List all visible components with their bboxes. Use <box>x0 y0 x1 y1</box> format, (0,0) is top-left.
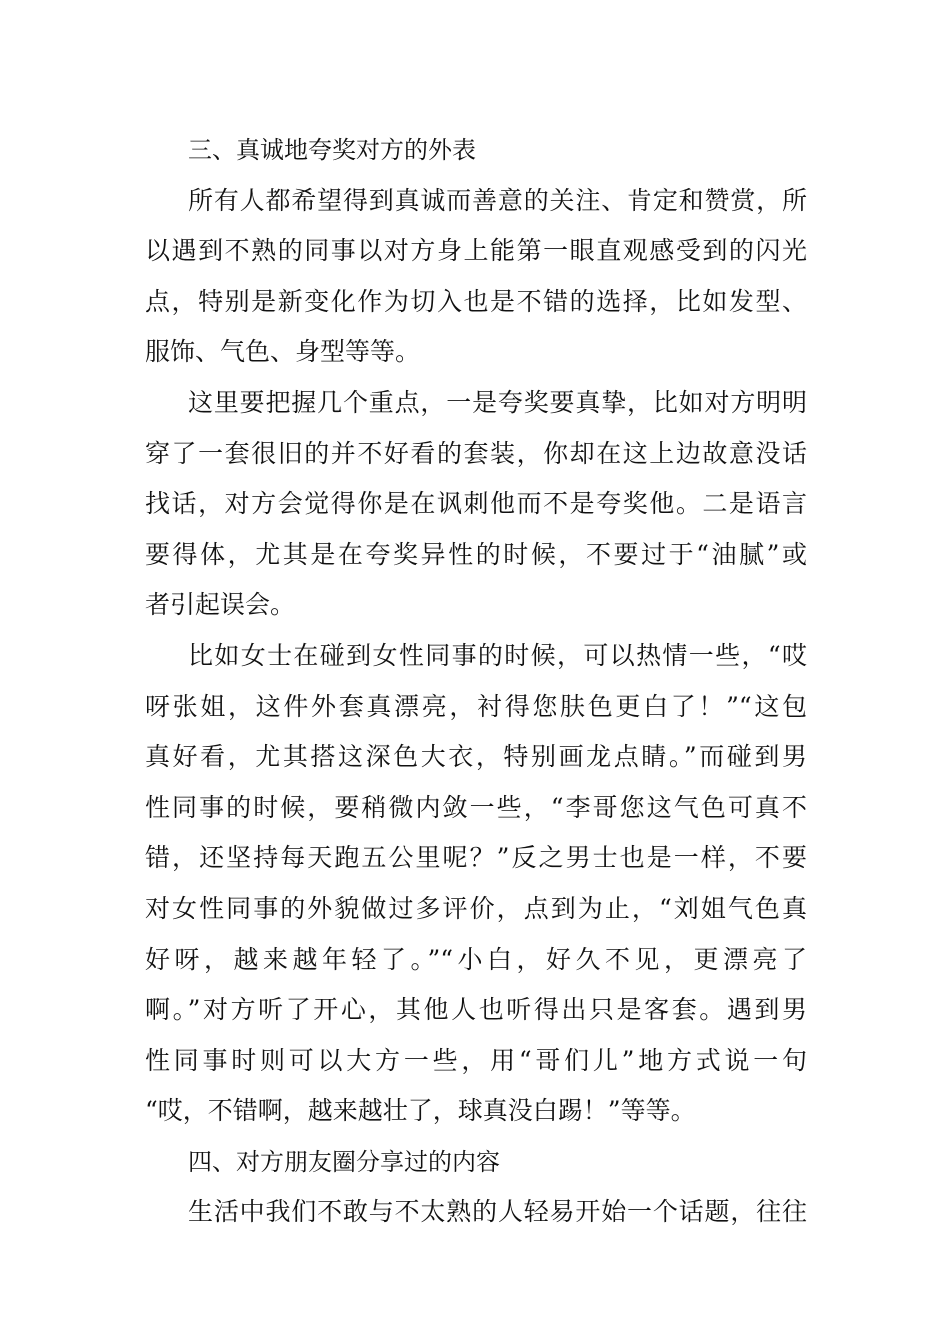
text-line: 穿了一套很旧的并不好看的套装，你却在这上边故意没话 <box>145 438 807 468</box>
text-line: 对女性同事的外貌做过多评价，点到为止，“刘姐气色真 <box>145 893 807 923</box>
heading-line: 三、真诚地夸奖对方的外表 <box>188 136 476 164</box>
text-line: 这里要把握几个重点，一是夸奖要真挚，比如对方明明 <box>188 387 807 417</box>
text-line: 性同事时则可以大方一些，用“哥们儿”地方式说一句 <box>145 1045 807 1075</box>
text-line: 要得体，尤其是在夸奖异性的时候，不要过于“油腻”或 <box>145 539 807 569</box>
text-line: 性同事的时候，要稍微内敛一些，“李哥您这气色可真不 <box>145 792 807 822</box>
text-line: 点，特别是新变化作为切入也是不错的选择，比如发型、 <box>145 286 807 316</box>
text-line: “哎，不错啊，越来越壮了，球真没白踢！”等等。 <box>145 1096 696 1126</box>
text-line: 生活中我们不敢与不太熟的人轻易开始一个话题，往往 <box>188 1197 807 1227</box>
heading-line: 四、对方朋友圈分享过的内容 <box>188 1147 500 1176</box>
text-line: 服饰、气色、身型等等。 <box>145 337 421 367</box>
text-line: 所有人都希望得到真诚而善意的关注、肯定和赞赏，所 <box>188 185 807 215</box>
text-line: 好呀，越来越年轻了。”“小白，好久不见，更漂亮了 <box>145 944 807 974</box>
document-page <box>145 125 807 1238</box>
text-line: 真好看，尤其搭这深色大衣，特别画龙点睛。”而碰到男 <box>145 742 807 772</box>
text-line: 错，还坚持每天跑五公里呢？”反之男士也是一样，不要 <box>145 843 807 873</box>
text-line: 比如女士在碰到女性同事的时候，可以热情一些，“哎 <box>188 640 807 670</box>
text-line: 找话，对方会觉得你是在讽刺他而不是夸奖他。二是语言 <box>145 489 807 519</box>
text-line: 以遇到不熟的同事以对方身上能第一眼直观感受到的闪光 <box>145 236 807 266</box>
text-line: 者引起误会。 <box>145 590 296 620</box>
text-line: 啊。”对方听了开心，其他人也听得出只是客套。遇到男 <box>145 995 807 1025</box>
text-line: 呀张姐，这件外套真漂亮，衬得您肤色更白了！”“这包 <box>145 691 807 721</box>
